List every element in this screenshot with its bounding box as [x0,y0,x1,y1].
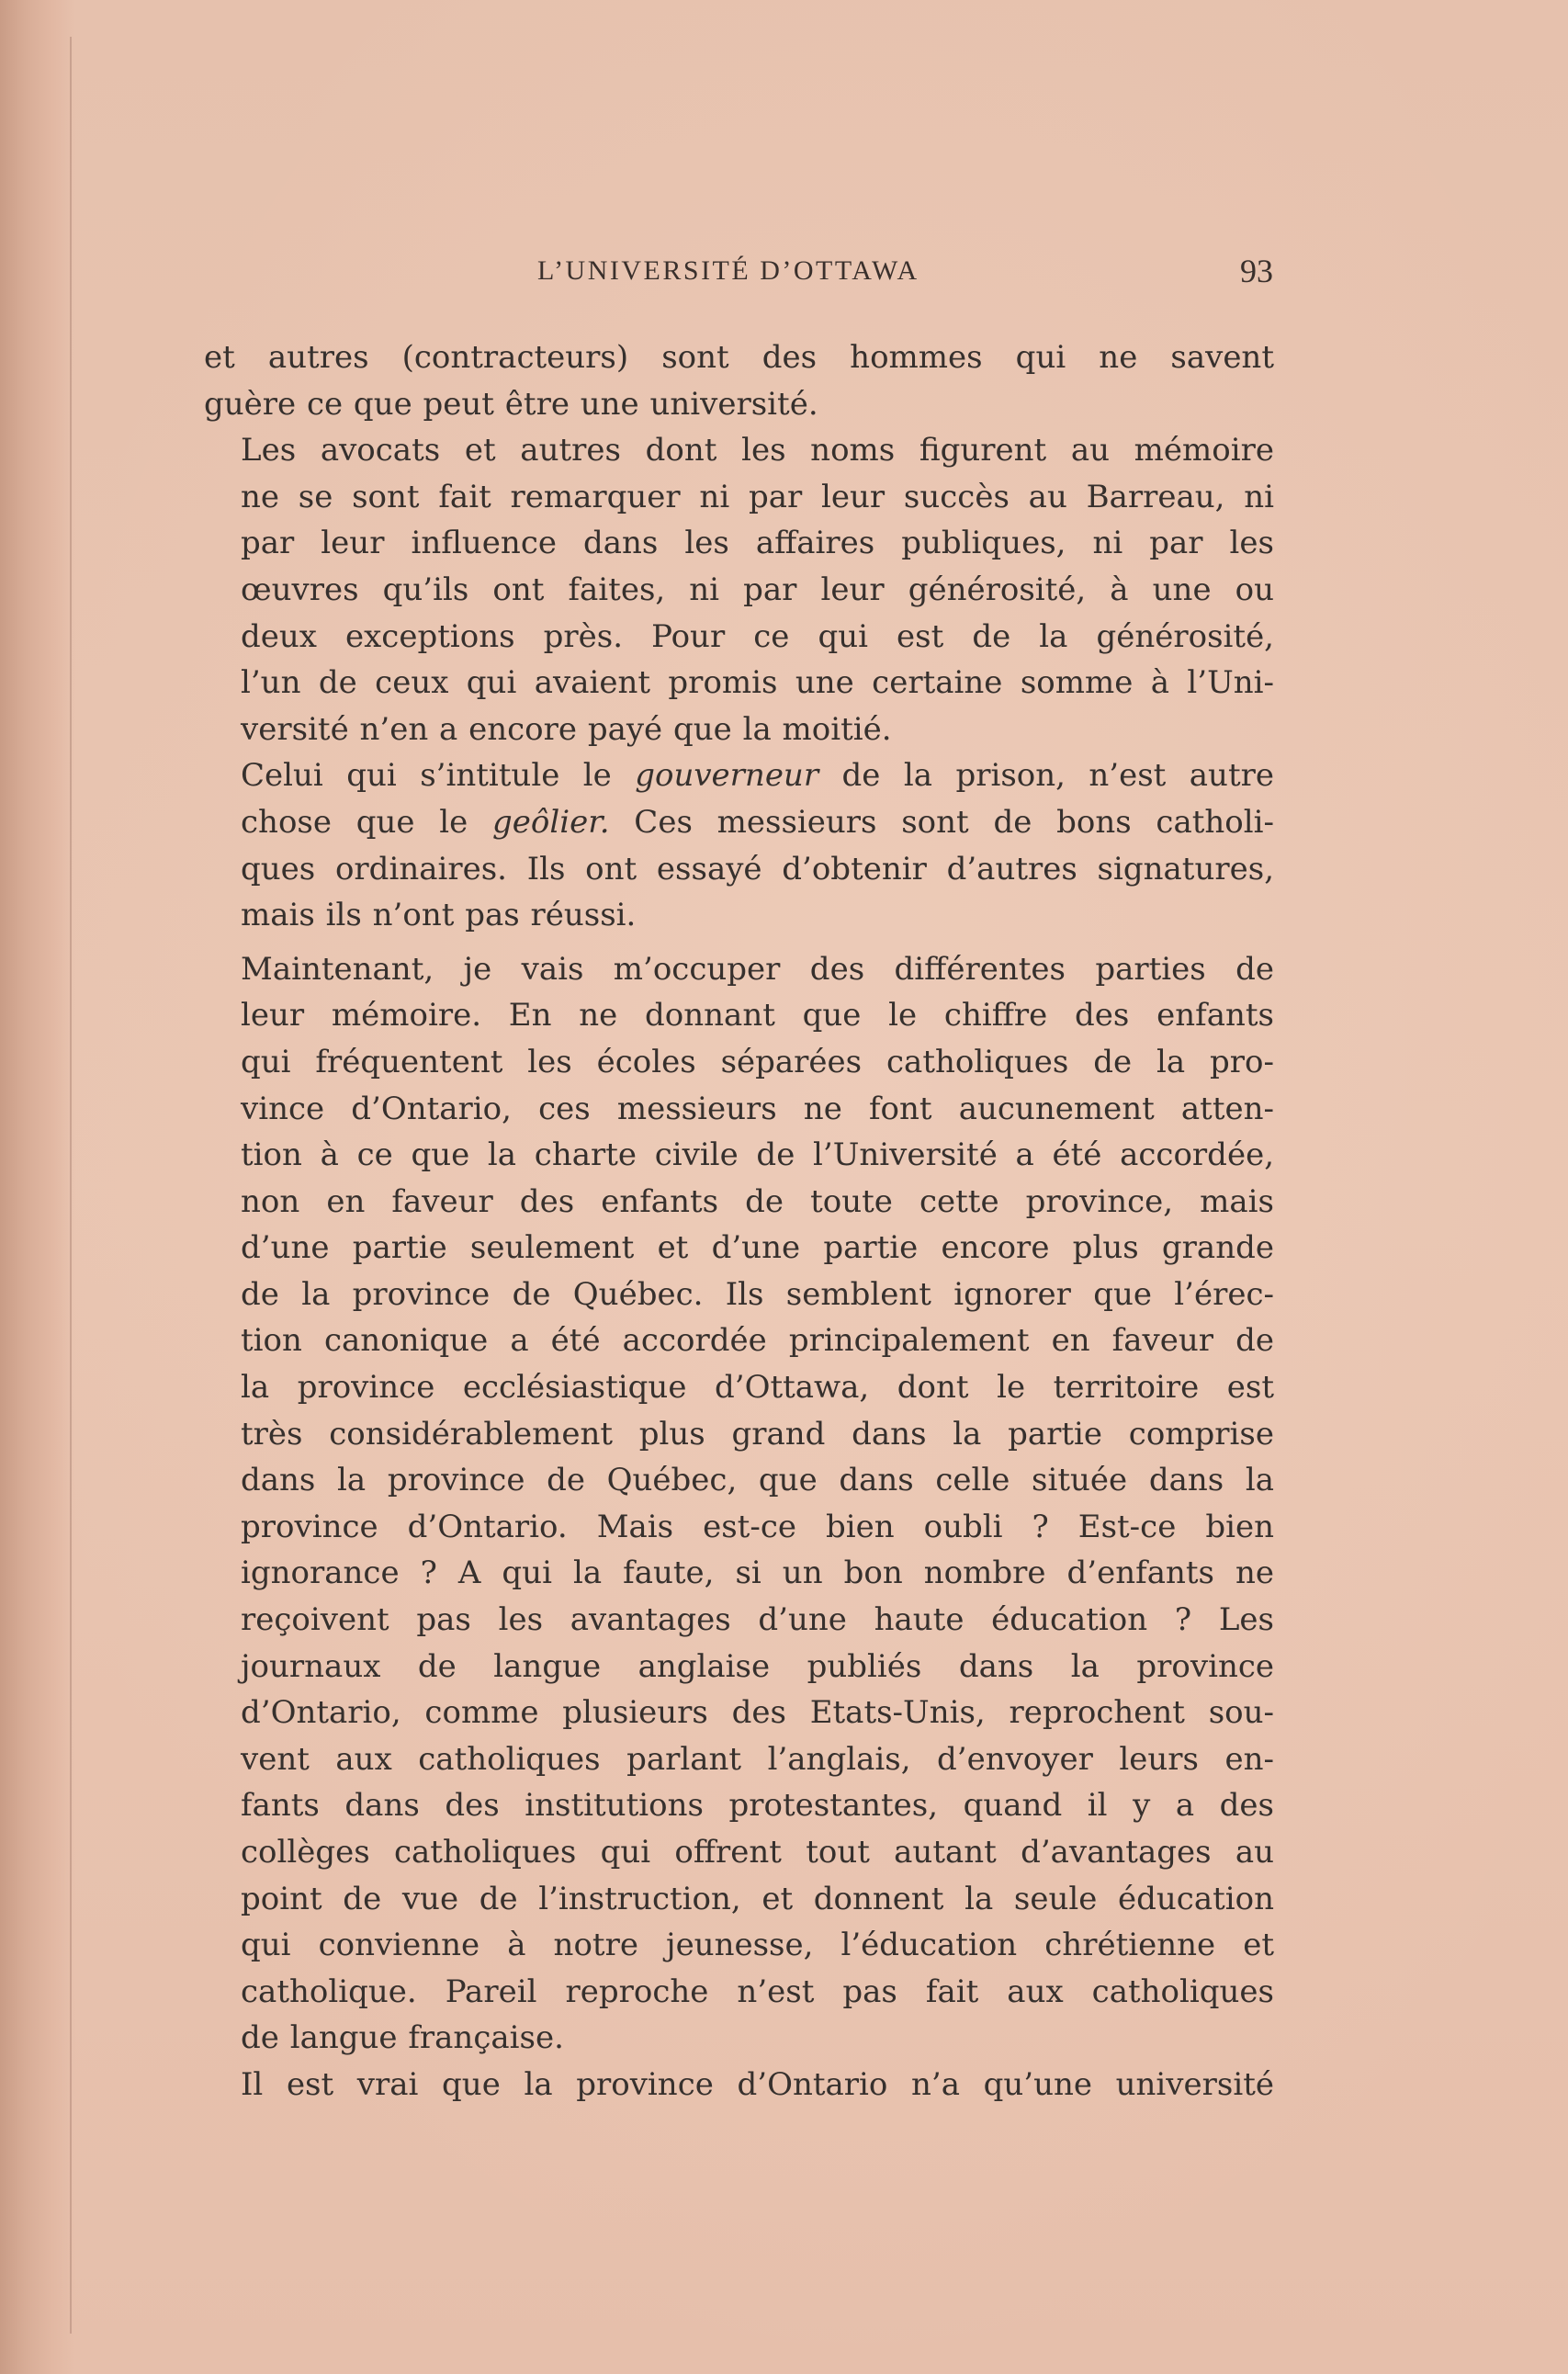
paragraph-4 [204,946,1274,2062]
italic-word-geolier: geôlier. [492,803,610,841]
text-line: ignorance ? A qui la faute, si un bon nombre d’enfants ne [241,1554,1274,1592]
text-line: Les avocats et autres dont les noms figurent au mémoire [241,432,1274,469]
text-line: mais ils n’ont pas réussi. [241,897,637,934]
text-line: par leur influence dans les affaires publiques, ni par les [241,525,1274,562]
text-line: ques ordinaires. Ils ont essayé d’obtenir d’autres signatures, [241,850,1274,887]
text-line: non en faveur des enfants de toute cette province, mais [241,1182,1274,1220]
text-line: l’un de ceux qui avaient promis une certaine somme à l’Uni- [241,664,1274,702]
gutter-line [70,37,72,2334]
text-line: très considérablement plus grand dans la partie comprise [241,1415,1274,1453]
text-line: tion canonique a été accordée principalement en faveur de [241,1322,1274,1360]
text-line: versité n’en a encore payé que la moitié. [241,710,892,748]
text-segment: chose que le [241,803,492,841]
text-line: Maintenant, je vais m’occuper des différentes parties de [241,950,1274,988]
text-line: tion à ce que la charte civile de l’Université a été accordée, [241,1136,1274,1174]
page-binding-shadow [0,0,75,2374]
text-line: vince d’Ontario, ces messieurs ne font aucunement atten- [241,1090,1274,1127]
text-segment: de la prison, n’est autre [818,757,1274,795]
text-line: la province ecclésiastique d’Ottawa, dont le territoire est [241,1369,1274,1407]
text-line: deux exceptions près. Pour ce qui est de la générosité, [241,617,1274,655]
paragraph-5 [204,2062,1274,2108]
text-line: point de vue de l’instruction, et donnent la seule éducation [241,1880,1274,1917]
text-line: qui fréquentent les écoles séparées catholiques de la pro- [241,1043,1274,1080]
text-line: ne se sont fait remarquer ni par leur succès au Barreau, ni [241,478,1274,515]
text-line: fants dans des institutions protestantes, quand il y a des [241,1787,1274,1825]
paragraph-3 [204,752,1274,938]
text-line: journaux de langue anglaise publiés dans la province [241,1647,1274,1685]
text-line: leur mémoire. En ne donnant que le chiffre des enfants [241,997,1274,1034]
text-line: qui convienne à notre jeunesse, l’éducation chrétienne et [241,1927,1274,1964]
text-line: vent aux catholiques parlant l’anglais, d’envoyer leurs en- [241,1740,1274,1778]
paragraph-1 [204,334,1274,427]
text-line: et autres (contracteurs) sont des hommes qui ne savent [204,339,1274,376]
text-segment: Celui qui s’intitule le [241,757,636,795]
text-line: de langue française. [241,2019,564,2057]
text-line: œuvres qu’ils ont faites, ni par leur générosité, à une ou [241,571,1274,608]
text-line: d’une partie seulement et d’une partie encore plus grande [241,1229,1274,1267]
text-line: Il est vrai que la province d’Ontario n’a qu’une université [241,2065,1274,2103]
text-line: province d’Ontario. Mais est-ce bien oubli ? Est-ce bien [241,1508,1274,1545]
text-line: d’Ontario, comme plusieurs des Etats-Unis, reprochent sou- [241,1694,1274,1732]
page-number: 93 [1240,253,1273,289]
text-line: catholique. Pareil reproche n’est pas fait aux catholiques [241,1973,1274,2010]
italic-word-gouverneur: gouverneur [635,757,819,795]
body-text [204,334,1274,2108]
running-head: L’UNIVERSITÉ D’OTTAWA [537,255,919,286]
text-line: dans la province de Québec, que dans celle située dans la [241,1462,1274,1499]
text-segment: Ces messieurs sont de bons catholi- [609,803,1274,841]
text-line [204,752,1274,799]
text-line: collèges catholiques qui offrent tout autant d’avantages au [241,1834,1274,1871]
text-line: reçoivent pas les avantages d’une haute éducation ? Les [241,1601,1274,1639]
text-line: guère ce que peut être une université. [204,385,818,423]
paragraph-2 [204,427,1274,752]
text-line [204,799,1274,846]
text-line: de la province de Québec. Ils semblent ignorer que l’érec- [241,1275,1274,1313]
